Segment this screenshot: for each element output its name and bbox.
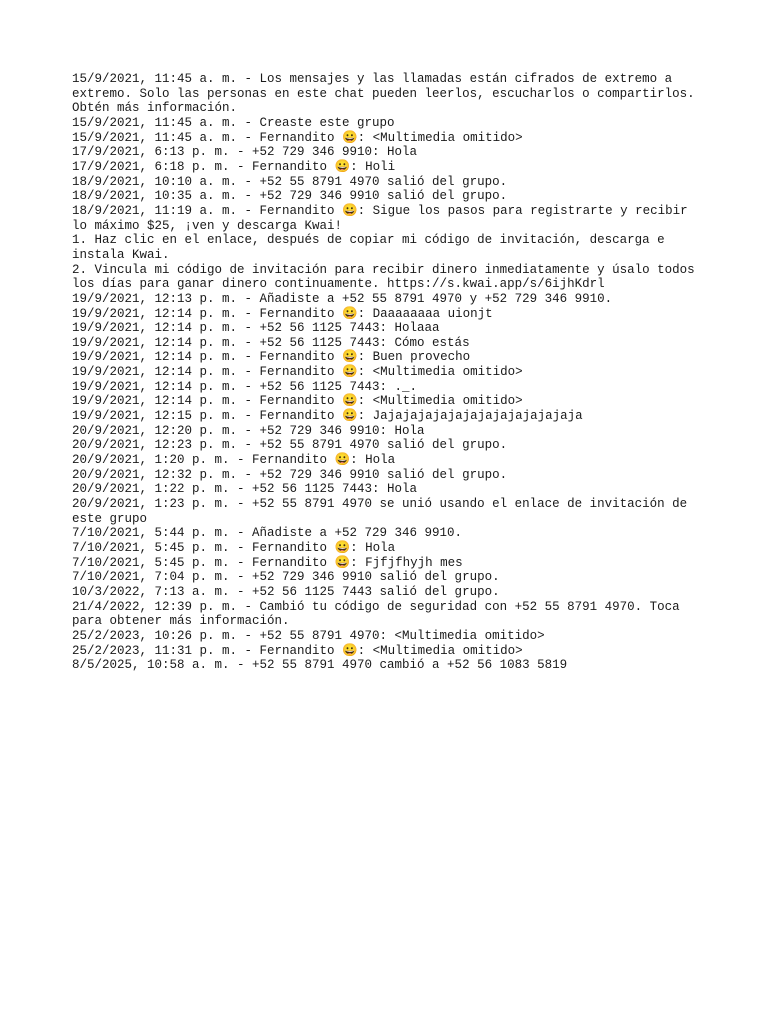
chat-line-28: 7/10/2021, 5:45 p. m. - Fernandito 😀: Fjfjfhyjh mes bbox=[72, 555, 463, 570]
chat-line-29: 7/10/2021, 7:04 p. m. - +52 729 346 9910 salió del grupo. bbox=[72, 570, 500, 585]
chat-line-26: 7/10/2021, 5:44 p. m. - Añadiste a +52 729 346 9910. bbox=[72, 526, 463, 541]
chat-line-14: 19/9/2021, 12:14 p. m. - +52 56 1125 7443: Cómo estás bbox=[72, 335, 470, 350]
chat-line-6: 18/9/2021, 10:10 a. m. - +52 55 8791 4970 salió del grupo. bbox=[72, 174, 508, 189]
chat-line-30: 10/3/2022, 7:13 a. m. - +52 56 1125 7443 salió del grupo. bbox=[72, 584, 500, 599]
chat-line-23: 20/9/2021, 12:32 p. m. - +52 729 346 9910 salió del grupo. bbox=[72, 467, 508, 482]
chat-line-3: 15/9/2021, 11:45 a. m. - Fernandito 😀: <Multimedia omitido> bbox=[72, 130, 523, 145]
chat-line-32: 25/2/2023, 10:26 p. m. - +52 55 8791 4970: <Multimedia omitido> bbox=[72, 628, 545, 643]
chat-line-25: 20/9/2021, 1:23 p. m. - +52 55 8791 4970 se unió usando el enlace de invitación de este grupo bbox=[72, 497, 695, 526]
chat-line-10: 2. Vincula mi código de invitación para recibir dinero inmediatamente y úsalo todos los días para ganar dinero continuamente. https://s.kwai.app/s/6ijhKdrl bbox=[72, 262, 703, 292]
chat-line-15: 19/9/2021, 12:14 p. m. - Fernandito 😀: Buen provecho bbox=[72, 350, 471, 365]
chat-line-7: 18/9/2021, 10:35 a. m. - +52 729 346 9910 salió del grupo. bbox=[72, 189, 508, 204]
chat-line-33: 25/2/2023, 11:31 p. m. - Fernandito 😀: <Multimedia omitido> bbox=[72, 643, 523, 658]
chat-line-11: 19/9/2021, 12:13 p. m. - Añadiste a +52 55 8791 4970 y +52 729 346 9910. bbox=[72, 291, 613, 306]
chat-line-9: 1. Haz clic en el enlace, después de copiar mi código de invitación, descarga e instala Kwai. bbox=[72, 233, 673, 262]
chat-line-20: 20/9/2021, 12:20 p. m. - +52 729 346 9910: Hola bbox=[72, 423, 425, 438]
chat-line-17: 19/9/2021, 12:14 p. m. - +52 56 1125 7443: ._. bbox=[72, 379, 418, 394]
chat-line-4: 17/9/2021, 6:13 p. m. - +52 729 346 9910: Hola bbox=[72, 145, 418, 160]
chat-export-document bbox=[72, 72, 702, 673]
chat-line-27: 7/10/2021, 5:45 p. m. - Fernandito 😀: Hola bbox=[72, 541, 396, 555]
chat-line-19: 19/9/2021, 12:15 p. m. - Fernandito 😀: Jajajajajajajajajajajajajaja bbox=[72, 409, 583, 424]
chat-line-5: 17/9/2021, 6:18 p. m. - Fernandito 😀: Holi bbox=[72, 159, 396, 174]
chat-line-1: 15/9/2021, 11:45 a. m. - Los mensajes y las llamadas están cifrados de extremo a extremo. Solo las personas en este chat pueden leerlos, escucharlos o compartirlos. Obtén más información. bbox=[72, 72, 703, 116]
chat-line-24: 20/9/2021, 1:22 p. m. - +52 56 1125 7443: Hola bbox=[72, 482, 418, 497]
chat-line-21: 20/9/2021, 12:23 p. m. - +52 55 8791 4970 salió del grupo. bbox=[72, 438, 508, 453]
chat-line-31: 21/4/2022, 12:39 p. m. - Cambió tu código de seguridad con +52 55 8791 4970. Toca para obtener más información. bbox=[72, 599, 688, 629]
chat-line-2: 15/9/2021, 11:45 a. m. - Creaste este grupo bbox=[72, 115, 395, 130]
chat-line-8: 18/9/2021, 11:19 a. m. - Fernandito 😀: Sigue los pasos para registrarte y recibir lo máximo $25, ¡ven y descarga Kwai! bbox=[72, 203, 696, 233]
chat-line-22: 20/9/2021, 1:20 p. m. - Fernandito 😀: Hola bbox=[72, 453, 396, 468]
chat-line-34: 8/5/2025, 10:58 a. m. - +52 55 8791 4970 cambió a +52 56 1083 5819 bbox=[72, 658, 568, 673]
chat-line-13: 19/9/2021, 12:14 p. m. - +52 56 1125 7443: Holaaa bbox=[72, 321, 440, 336]
chat-line-16: 19/9/2021, 12:14 p. m. - Fernandito 😀: <Multimedia omitido> bbox=[72, 365, 523, 380]
chat-line-18: 19/9/2021, 12:14 p. m. - Fernandito 😀: <Multimedia omitido> bbox=[72, 394, 523, 409]
chat-line-12: 19/9/2021, 12:14 p. m. - Fernandito 😀: Daaaaaaaa uionjt bbox=[72, 306, 493, 321]
